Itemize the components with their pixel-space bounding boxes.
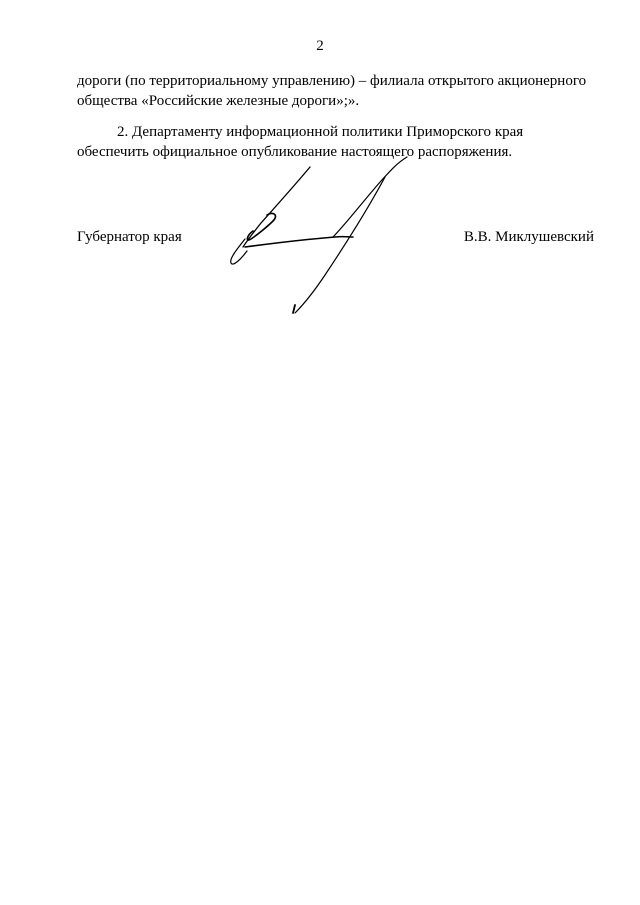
word: политики [341, 124, 403, 140]
word: акционерного [497, 73, 587, 89]
word: управлению) [272, 73, 356, 89]
word: филиала [370, 73, 425, 89]
word: информационной [226, 124, 338, 140]
paragraph-continuation [77, 71, 594, 111]
word: дороги [77, 73, 122, 89]
paragraph-1-line-1 [77, 71, 594, 91]
signer-name: В.В. Миклушевский [463, 229, 594, 245]
paragraph-1-line-2: общества «Российские железные дороги»;». [77, 93, 360, 109]
word: (по [125, 73, 146, 89]
handwritten-signature-icon [215, 155, 445, 320]
paragraph-2-line-2: обеспечить официальное опубликование настоящего распоряжения. [77, 144, 513, 160]
paragraph-2-line-1 [77, 122, 594, 142]
page-number: 2 [316, 38, 324, 54]
word: – [358, 73, 367, 89]
signer-title: Губернатор края [77, 229, 182, 245]
word: 2. Департаменту [117, 124, 223, 140]
word: территориальному [149, 73, 269, 89]
word: открытого [428, 73, 494, 89]
word: края [494, 124, 524, 140]
word: Приморского [406, 124, 492, 140]
